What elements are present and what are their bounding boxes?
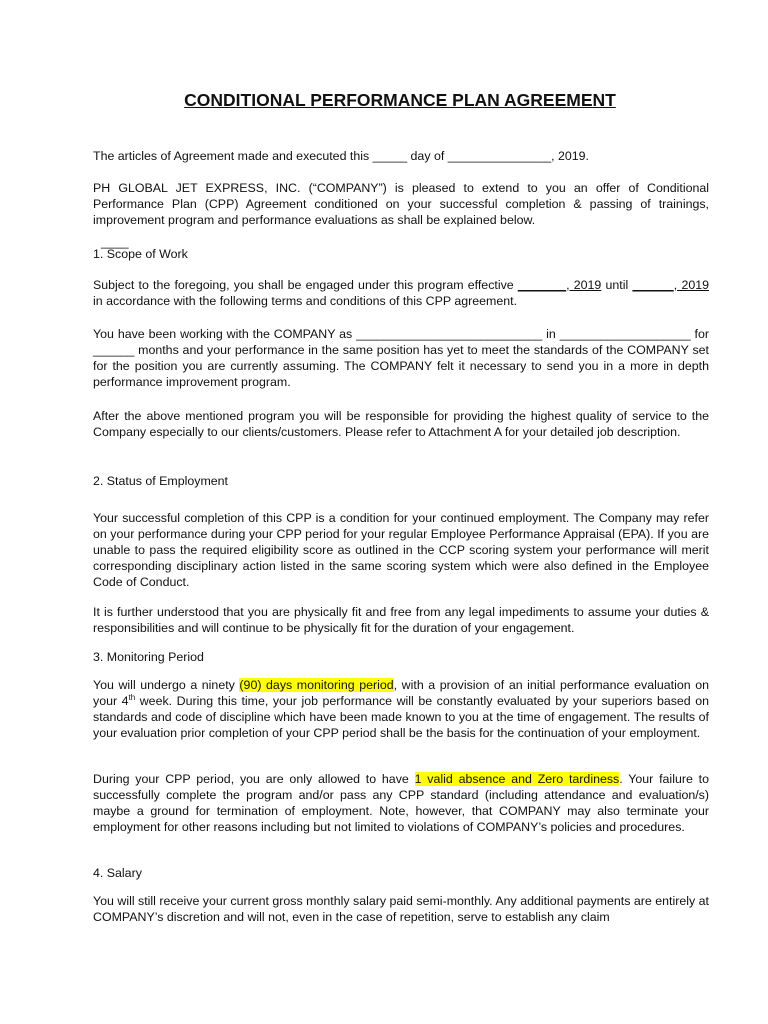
monitoring-paragraph-1: You will undergo a ninety (90) days monitoring period, with a provision of an initial performance evaluation on your 4th week. During this time, your job performance will be constantly evaluated by your superiors based on standards and code of discipline which have been made known to you at the time of engagement. The results of your evaluation prior completion of your CPP period shall be the basis for the continuation of your employment. (93, 678, 710, 740)
offer-paragraph: PH GLOBAL JET EXPRESS, INC. (“COMPANY”) is pleased to extend to you an offer of Conditional Performance Plan (CPP) Agreement conditioned on your successful completion & passing of trainings, improvement program and performance evaluations as shall be explained below. (93, 181, 709, 227)
employment-paragraph-2: It is further understood that you are physically fit and free from any legal impediments to assume your duties & responsibilities and will continue to be physically fit for the duration of your engagement. (93, 605, 709, 635)
section-3-heading: 3. Monitoring Period (93, 650, 204, 664)
intro-paragraph: The articles of Agreement made and executed this _____ day of _______________, 2019. (93, 149, 589, 163)
section-2-heading: 2. Status of Employment (93, 474, 228, 488)
employment-paragraph-1: Your successful completion of this CPP is a condition for your continued employment. The Company may refer on your performance during your CPP period for your regular Employee Performance Appraisal (EPA). If you are unable to pass the required eligibility score as outlined in the CCP scoring system your performance will merit corresponding disciplinary action listed in the same scoring system which were also defined in the Employee Code of Conduct. (93, 511, 709, 589)
end-date-blank: ______, 2019 (632, 278, 710, 292)
monitoring-period-highlight: (90) days monitoring period (239, 678, 394, 692)
monitoring-paragraph-2: During your CPP period, you are only allowed to have 1 valid absence and Zero tardiness. Your failure to successfully complete the program and/or pass any CPP standard (including attendance and evaluation/s) maybe a ground for termination of employment. Note, however, that COMPANY may also terminate your employment for other reasons including but not limited to violations of COMPANY’s policies and procedures. (93, 772, 709, 834)
section-1-heading: 1. Scope of Work (93, 247, 188, 261)
document-title: CONDITIONAL PERFORMANCE PLAN AGREEMENT (184, 90, 616, 110)
effective-date-blank: _______, 2019 (517, 278, 602, 292)
blank-rule: ____ (101, 235, 129, 249)
scope-paragraph-3: After the above mentioned program you will be responsible for providing the highest quality of service to the Company especially to our clients/customers. Please refer to Attachment A for your detailed job description. (93, 409, 709, 439)
scope-paragraph-2: You have been working with the COMPANY as ___________________________ in ___________________ for ______ months and your performance in the same position has yet to meet the standards of the COMPANY set for the position you are currently assuming. The COMPANY felt it necessary to send you in a more in depth performance improvement program. (93, 327, 709, 389)
scope-paragraph-1: Subject to the foregoing, you shall be engaged under this program effective _______, 2019 until ______, 2019 in accordance with the following terms and conditions of this CPP agreement. (93, 278, 710, 308)
salary-paragraph: You will still receive your current gross monthly salary paid semi-monthly. Any additional payments are entirely at COMPANY’s discretion and will not, even in the case of repetition, serve to establish any claim (93, 894, 709, 924)
attendance-highlight: 1 valid absence and Zero tardiness (414, 772, 620, 786)
section-4-heading: 4. Salary (93, 866, 142, 880)
